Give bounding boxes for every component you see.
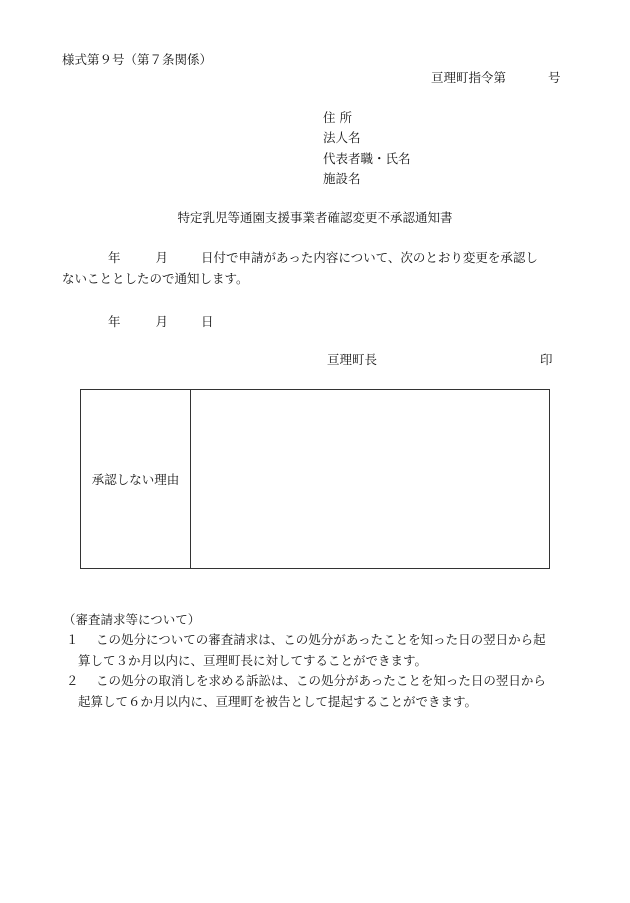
order-number-suffix: 号 bbox=[548, 70, 561, 85]
order-number bbox=[431, 70, 561, 86]
issue-date bbox=[62, 314, 214, 330]
body-month: 月 bbox=[155, 250, 169, 265]
notice-heading: （審査請求等について） bbox=[63, 612, 201, 627]
reason-table bbox=[80, 389, 550, 569]
page-title: 特定乳児等通園支援事業者確認変更不承認通知書 bbox=[177, 210, 453, 225]
notice-item-2-number: ２ bbox=[66, 673, 79, 688]
reason-value-field[interactable] bbox=[191, 390, 549, 568]
body-line-1-text: 日付で申請があった内容について、次のとおり変更を承認し bbox=[201, 250, 538, 265]
notice-item-1-line-2: 算して３か月以内に、亘理町長に対してすることができます。 bbox=[78, 653, 428, 668]
date-month: 月 bbox=[155, 314, 169, 329]
form-number: 様式第９号（第７条関係） bbox=[62, 52, 213, 67]
notice-item-1-line-1: この処分についての審査請求は、この処分があったことを知った日の翌日から起 bbox=[96, 632, 546, 647]
body-line-1 bbox=[62, 250, 538, 266]
body-line-2: ないこととしたので通知します。 bbox=[62, 271, 249, 286]
facility-label: 施設名 bbox=[323, 171, 361, 186]
seal-mark: 印 bbox=[540, 352, 553, 367]
order-number-prefix: 亘理町指令第 bbox=[431, 70, 507, 85]
date-year: 年 bbox=[108, 314, 121, 329]
notice-item-2-line-2: 起算して６か月以内に、亘理町を被告として提起することができます。 bbox=[78, 694, 478, 709]
issuer-name: 亘理町長 bbox=[327, 352, 378, 367]
date-day: 日 bbox=[201, 314, 214, 329]
body-year: 年 bbox=[108, 250, 121, 265]
notice-item-2-line-1: この処分の取消しを求める訴訟は、この処分があったことを知った日の翌日から bbox=[96, 673, 546, 688]
corporation-label: 法人名 bbox=[323, 130, 361, 145]
representative-label: 代表者職・氏名 bbox=[323, 151, 411, 166]
address-label: 住 所 bbox=[323, 110, 352, 125]
notice-item-1-number: １ bbox=[66, 632, 79, 647]
reason-label: 承認しない理由 bbox=[81, 390, 191, 568]
